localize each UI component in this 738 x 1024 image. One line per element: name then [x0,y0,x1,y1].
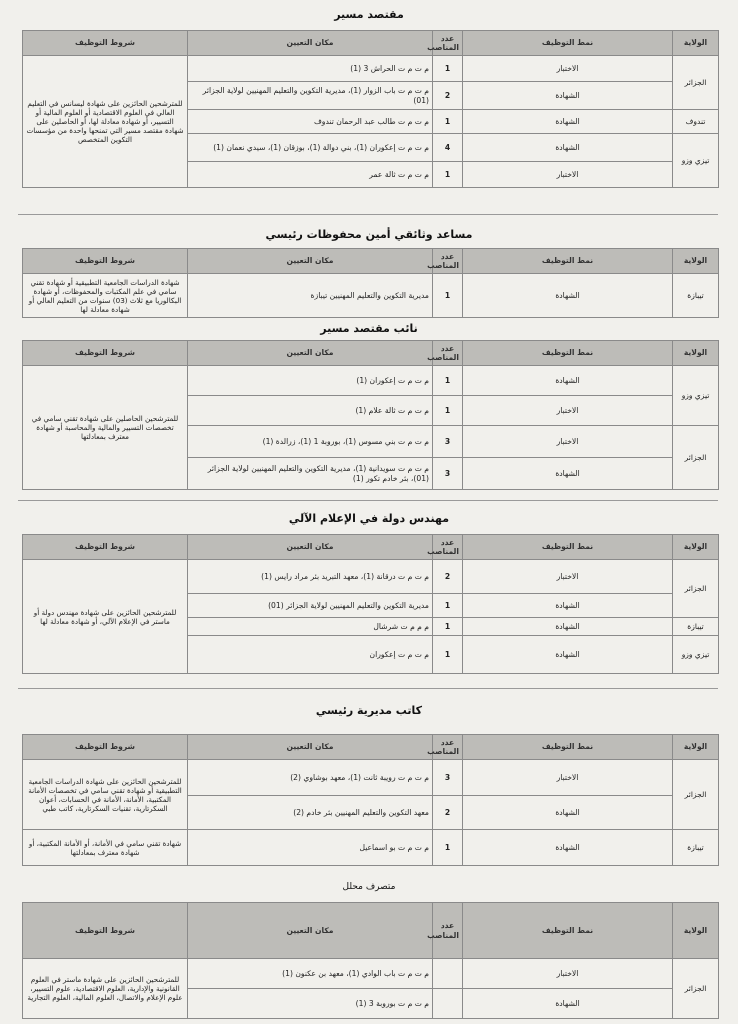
section-table [22,534,719,674]
wilaya-cell: الجزائر [673,56,719,110]
header-conditions: شروط التوظيف [23,735,188,760]
count-cell: 3 [433,760,463,796]
wilaya-cell: تيزي وزو [673,636,719,674]
count-cell: 1 [433,110,463,134]
section-title: متصرف محلل [342,882,396,892]
place-cell: مديرية التكوين والتعليم المهنيين تيبازة [188,274,433,318]
place-cell: م ت م ت إعكوران (1) [188,366,433,396]
section-table [22,902,719,1019]
header-place: مكان التعيين [188,735,433,760]
section-table [22,248,719,318]
mode-cell: الشهادة [463,618,673,636]
header-place: مكان التعيين [188,535,433,560]
conditions-cell: للمترشحين الحائزين على شهادة ماستر في العلوم القانونية والإدارية، العلوم الاقتصادية، علوم التسيير، علوم الإعلام والاتصال، العلوم المالية، العلوم التجارية [23,959,188,1019]
table-row [23,56,719,82]
table-header-row [23,535,719,560]
header-mode: نمط التوظيف [463,735,673,760]
wilaya-cell: الجزائر [673,426,719,490]
section-divider [18,214,718,215]
section-title: كاتب مديرية رئيسي [315,704,423,717]
header-mode: نمط التوظيف [463,249,673,274]
count-cell: 1 [433,636,463,674]
section-table [22,340,719,490]
header-place: مكان التعيين [188,903,433,959]
section-title: مقتصد مسير [334,8,404,21]
section-title: نائب مقتصد مسير [320,322,418,335]
header-conditions: شروط التوظيف [23,341,188,366]
wilaya-cell: الجزائر [673,760,719,830]
place-cell: م ت م ت باب الوادي (1)، معهد بن عكنون (1) [188,959,433,989]
count-cell: 1 [433,162,463,188]
wilaya-cell: تيبازة [673,618,719,636]
header-count: عدد المناصب [433,341,463,366]
table-row [23,760,719,796]
wilaya-cell: الجزائر [673,560,719,618]
wilaya-cell: تيزي وزو [673,366,719,426]
table-row [23,366,719,396]
mode-cell: الاختبار [463,560,673,594]
count-cell: 1 [433,618,463,636]
section-title: مهندس دولة في الإعلام الآلي [288,512,450,525]
conditions-cell: للمترشحين الحائزين على شهادة الدراسات الجامعية التطبيقية أو شهادة تقني سامي في تخصصات الأمانة المكتبية، الأمانة، الأمانة في الحسابات، أعوان السكرتارية، تقنيات السكرتارية، كاتب طبي [23,760,188,830]
section-title: مساعد وثائقي أمين محفوظات رئيسي [265,228,473,241]
place-cell: معهد التكوين والتعليم المهنيين بئر خادم (2) [188,796,433,830]
count-cell: 4 [433,134,463,162]
table-header-row [23,249,719,274]
place-cell: مديرية التكوين والتعليم المهنيين لولاية الجزائر (01) [188,594,433,618]
mode-cell: الشهادة [463,636,673,674]
mode-cell: الشهادة [463,594,673,618]
mode-cell: الاختبار [463,56,673,82]
header-place: مكان التعيين [188,249,433,274]
wilaya-cell: تيبازة [673,830,719,866]
table-row [23,959,719,989]
count-cell: 1 [433,594,463,618]
mode-cell: الاختبار [463,396,673,426]
header-mode: نمط التوظيف [463,341,673,366]
header-wilaya: الولاية [673,735,719,760]
place-cell: م ت م ت الحراش 3 (1) [188,56,433,82]
conditions-cell: للمترشحين الحائزين على شهادة مهندس دولة أو ماستر في الإعلام الآلي، أو شهادة معادلة لها [23,560,188,674]
place-cell: م م م ت شرشال [188,618,433,636]
conditions-cell: شهادة تقني سامي في الأمانة، أو الأمانة المكتبية، أو شهادة معترف بمعادلتها [23,830,188,866]
header-mode: نمط التوظيف [463,535,673,560]
header-conditions: شروط التوظيف [23,903,188,959]
conditions-cell: للمترشحين الحاصلين على شهادة تقني سامي في تخصصات التسيير والمالية والمحاسبة أو شهادة معترف بمعادلتها [23,366,188,490]
table-row [23,560,719,594]
count-cell [433,959,463,989]
count-cell: 1 [433,56,463,82]
wilaya-cell: تندوف [673,110,719,134]
place-cell: م ت م ت بني مسوس (1)، بوروبة 1 (1)، زرالدة (1) [188,426,433,458]
count-cell: 1 [433,366,463,396]
mode-cell: الشهادة [463,458,673,490]
mode-cell: الاختبار [463,959,673,989]
count-cell: 1 [433,396,463,426]
count-cell: 1 [433,274,463,318]
section-table [22,30,719,188]
mode-cell: الاختبار [463,426,673,458]
header-conditions: شروط التوظيف [23,535,188,560]
header-wilaya: الولاية [673,31,719,56]
place-cell: م ت م ت بوروبة 3 (1) [188,989,433,1019]
header-count: عدد المناصب [433,903,463,959]
header-wilaya: الولاية [673,249,719,274]
table-header-row [23,341,719,366]
place-cell: م ت م ت بو اسماعيل [188,830,433,866]
header-count: عدد المناصب [433,31,463,56]
mode-cell: الشهادة [463,134,673,162]
wilaya-cell: تيبازة [673,274,719,318]
place-cell: م ت م ت إعكوران [188,636,433,674]
mode-cell: الشهادة [463,110,673,134]
count-cell [433,989,463,1019]
header-wilaya: الولاية [673,535,719,560]
count-cell: 2 [433,560,463,594]
header-mode: نمط التوظيف [463,31,673,56]
header-count: عدد المناصب [433,535,463,560]
mode-cell: الاختبار [463,162,673,188]
mode-cell: الشهادة [463,274,673,318]
place-cell: م ت م ت ثالة علام (1) [188,396,433,426]
header-wilaya: الولاية [673,341,719,366]
mode-cell: الاختبار [463,760,673,796]
table-row [23,274,719,318]
wilaya-cell: الجزائر [673,959,719,1019]
mode-cell: الشهادة [463,366,673,396]
section-divider [18,500,718,501]
header-mode: نمط التوظيف [463,903,673,959]
header-count: عدد المناصب [433,735,463,760]
header-conditions: شروط التوظيف [23,31,188,56]
conditions-cell: للمترشحين الحائزين على شهادة ليسانس في التعليم العالي في العلوم الاقتصادية أو العلوم المالية أو التسيير، أو شهادة معادلة لها، أو الحاصلين على شهادة مقتصد مسير التي تمنحها واحدة من مؤسسات التكوين المتخصص [23,56,188,188]
table-header-row [23,31,719,56]
table-row [23,830,719,866]
count-cell: 2 [433,796,463,830]
header-conditions: شروط التوظيف [23,249,188,274]
count-cell: 2 [433,82,463,110]
count-cell: 1 [433,830,463,866]
count-cell: 3 [433,458,463,490]
section-divider [18,688,718,689]
mode-cell: الشهادة [463,82,673,110]
place-cell: م ت م ت باب الزوار (1)، مديرية التكوين والتعليم المهنيين لولاية الجزائر (01) [188,82,433,110]
header-place: مكان التعيين [188,341,433,366]
conditions-cell: شهادة الدراسات الجامعية التطبيقية أو شهادة تقني سامي في علم المكتبات والمحفوظات، أو شهادة البكالوريا مع ثلاث (03) سنوات من التعليم العالي أو شهادة معادلة لها [23,274,188,318]
place-cell: م ت م ت درقانة (1)، معهد التبريد بئر مراد رايس (1) [188,560,433,594]
header-place: مكان التعيين [188,31,433,56]
mode-cell: الشهادة [463,830,673,866]
place-cell: م ت م ت طالب عبد الرحمان تندوف [188,110,433,134]
place-cell: م ت م ت ثالة عمر [188,162,433,188]
header-count: عدد المناصب [433,249,463,274]
place-cell: م ت م ت رويبة ثانت (1)، معهد بوشاوي (2) [188,760,433,796]
table-header-row [23,903,719,959]
mode-cell: الشهادة [463,796,673,830]
mode-cell: الشهادة [463,989,673,1019]
wilaya-cell: تيزي وزو [673,134,719,188]
place-cell: م ت م ت إعكوران (1)، بني دوالة (1)، بوزقان (1)، سيدي نعمان (1) [188,134,433,162]
header-wilaya: الولاية [673,903,719,959]
section-table [22,734,719,866]
table-header-row [23,735,719,760]
place-cell: م ت م ت سويدانية (1)، مديرية التكوين والتعليم المهنيين لولاية الجزائر (01)، بئر خادم تكور (1) [188,458,433,490]
count-cell: 3 [433,426,463,458]
